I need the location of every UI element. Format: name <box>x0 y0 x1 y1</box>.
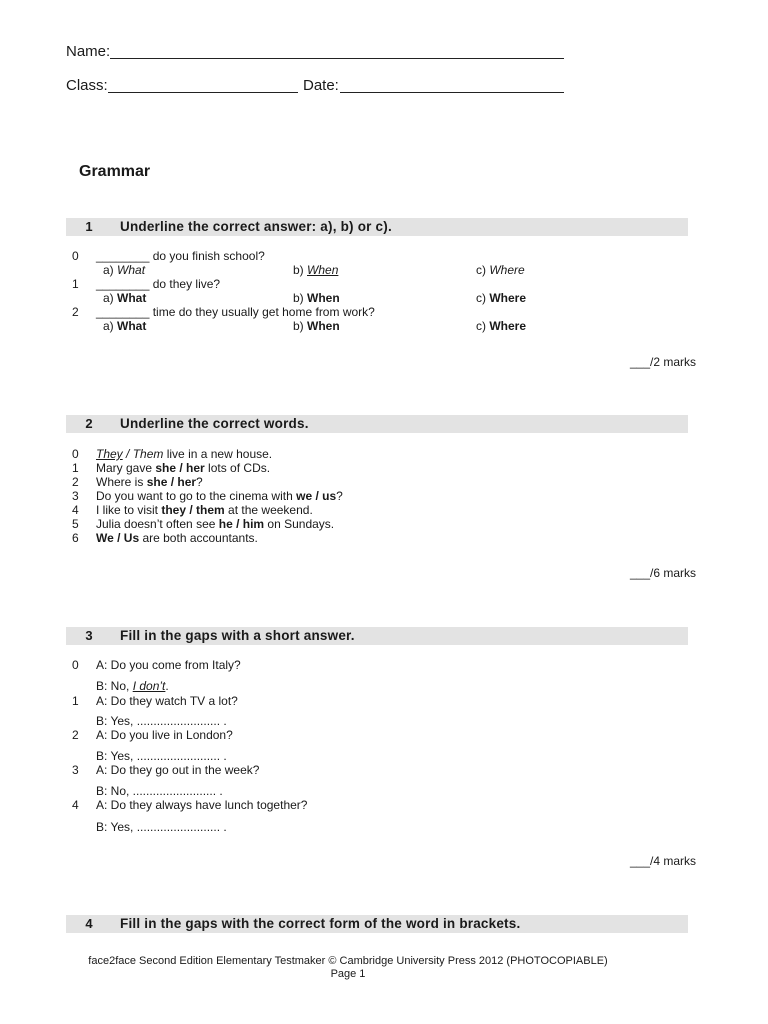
ex3-marks: ___/4 marks <box>629 854 696 868</box>
ex3-item-1-answer[interactable]: B: Yes, ......................... . <box>96 714 227 728</box>
ex1-item-2-option-c[interactable]: c) Where <box>476 319 527 333</box>
name-field[interactable] <box>110 58 564 59</box>
ex3-item-0-answer: B: No, I don’t. <box>96 679 169 693</box>
word-choice[interactable]: they / them <box>161 503 225 517</box>
name-label: Name: <box>66 43 111 60</box>
section-title: Grammar <box>79 163 151 180</box>
exercise-instruction: Underline the correct answer: a), b) or c). <box>120 219 392 234</box>
ex1-item-1-option-b[interactable]: b) When <box>293 291 340 305</box>
word-choice[interactable]: she / her <box>155 461 205 475</box>
ex1-item-1-option-a[interactable]: a) What <box>103 291 147 305</box>
exercise-1-header <box>66 218 688 236</box>
ex1-item-0-option-c[interactable]: c) Where <box>476 263 525 277</box>
word-choice[interactable]: We / Us <box>96 531 140 545</box>
ex3-item-4-answer[interactable]: B: Yes, ......................... . <box>96 820 227 834</box>
ex1-item-2-option-b[interactable]: b) When <box>293 319 340 333</box>
exercise-2-header <box>66 415 688 433</box>
exercise-3-header <box>66 627 688 645</box>
word-choice[interactable]: she / her <box>146 475 197 489</box>
date-label: Date: <box>303 77 339 94</box>
ex1-marks: ___/2 marks <box>629 355 696 369</box>
exercise-instruction: Fill in the gaps with a short answer. <box>120 628 355 643</box>
ex3-item-2-answer[interactable]: B: Yes, ......................... . <box>96 749 227 763</box>
class-label: Class: <box>66 77 108 94</box>
date-field[interactable] <box>340 92 564 93</box>
ex3-item-3-answer[interactable]: B: No, ......................... . <box>96 784 223 798</box>
footer-copyright: face2face Second Edition Elementary Testmaker © Cambridge University Press 2012 (PHOTOCOPIABLE) <box>88 955 608 967</box>
exercise-number: 4 <box>85 916 93 931</box>
exercise-number: 1 <box>85 219 93 234</box>
ex1-item-0-option-b[interactable]: b) When <box>293 263 339 277</box>
ex1-item-2-option-a[interactable]: a) What <box>103 319 147 333</box>
footer-page-number: Page 1 <box>330 968 366 980</box>
word-choice[interactable]: we / us <box>296 489 337 503</box>
exercise-4-header <box>66 915 688 933</box>
exercise-instruction: Underline the correct words. <box>120 416 309 431</box>
class-field[interactable] <box>108 92 298 93</box>
exercise-number: 2 <box>85 416 93 431</box>
ex2-marks: ___/6 marks <box>629 566 696 580</box>
word-choice[interactable]: he / him <box>218 517 265 531</box>
ex1-item-0-option-a[interactable]: a) What <box>103 263 146 277</box>
exercise-instruction: Fill in the gaps with the correct form of the word in brackets. <box>120 916 521 931</box>
exercise-number: 3 <box>85 628 93 643</box>
ex1-item-1-option-c[interactable]: c) Where <box>476 291 527 305</box>
